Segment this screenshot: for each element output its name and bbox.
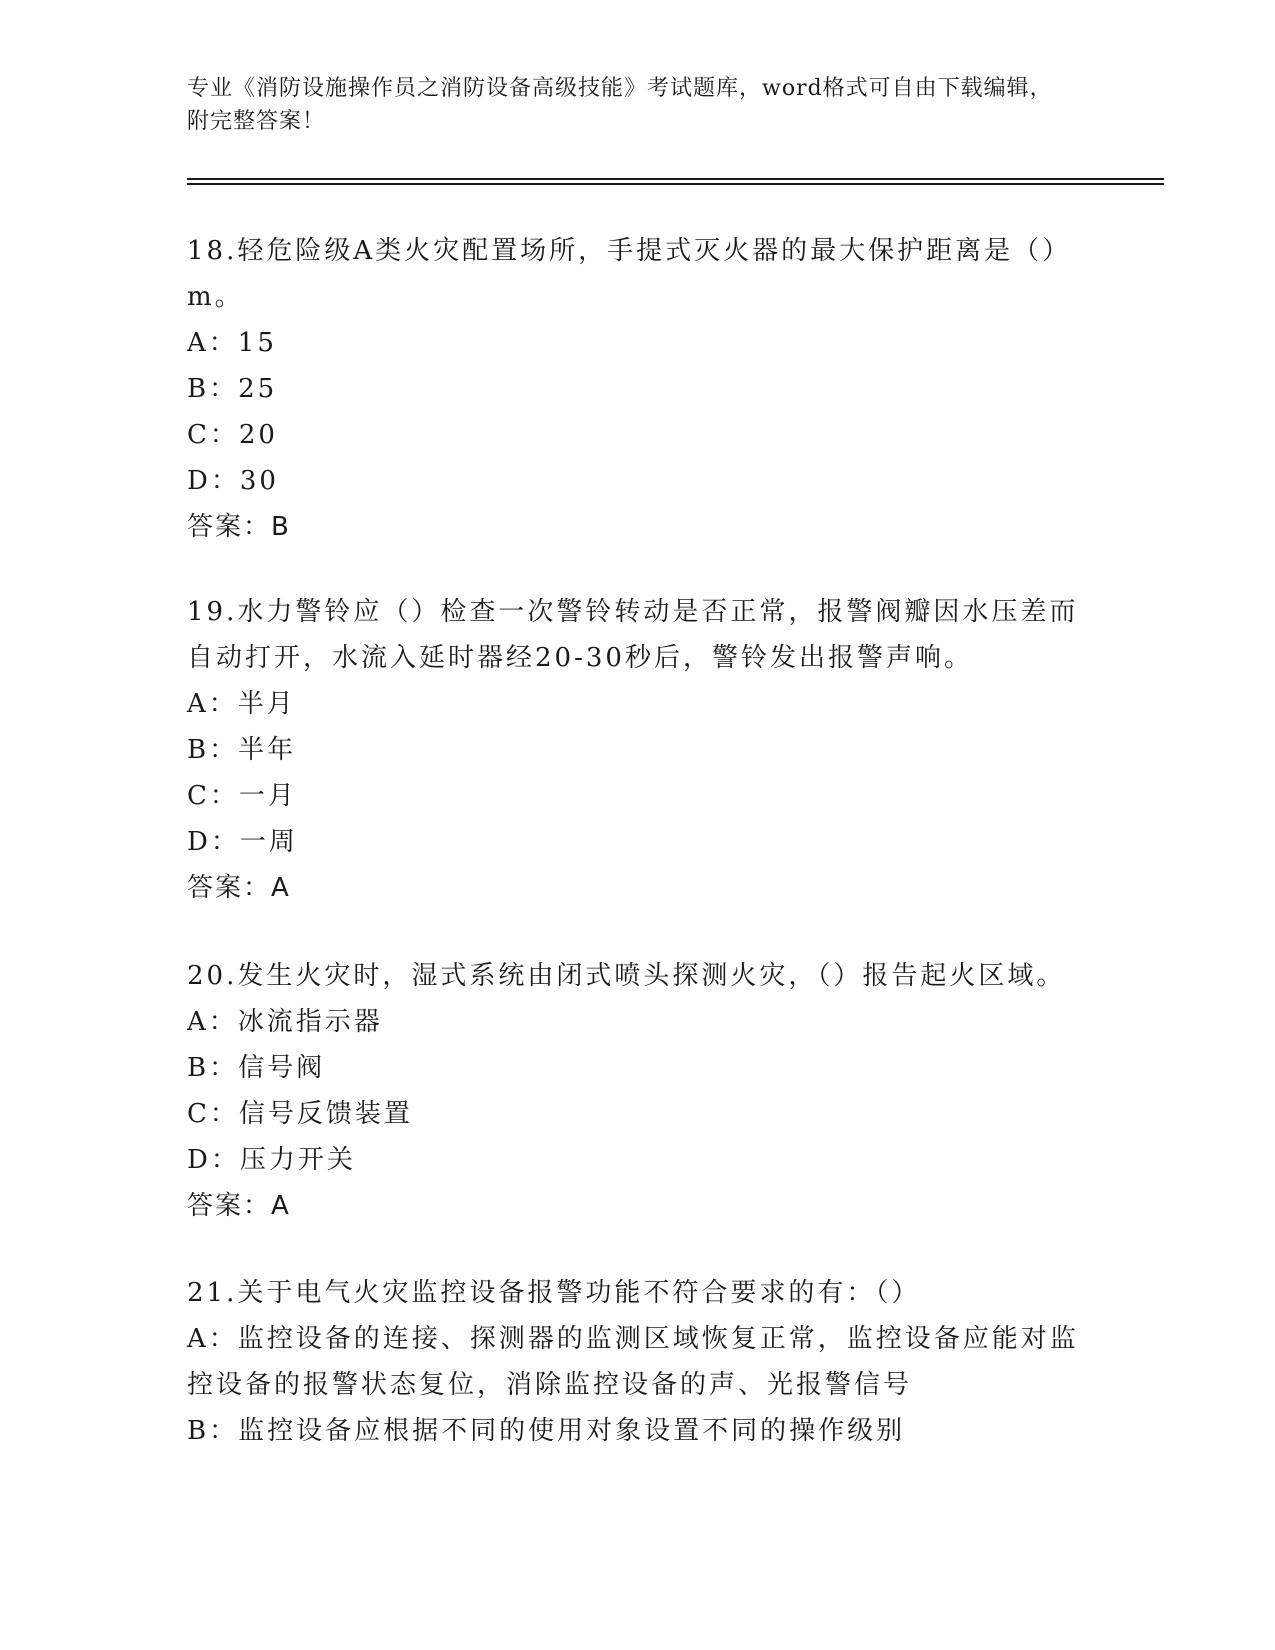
question-stem: 21.关于电气火灾监控设备报警功能不符合要求的有：（） xyxy=(187,1278,921,1308)
question-19 xyxy=(187,589,1077,911)
option-b: B：25 xyxy=(187,374,278,404)
question-18 xyxy=(187,228,1077,550)
question-stem: 18.轻危险级A类火灾配置场所，手提式灭火器的最大保护距离是（） xyxy=(187,236,1072,266)
option-a: A：冰流指示器 xyxy=(187,1007,383,1037)
question-stem: 20.发生火灾时，湿式系统由闭式喷头探测火灾，（）报告起火区域。 xyxy=(187,961,1066,991)
option-d: D：一周 xyxy=(187,827,298,857)
option-b: B：信号阀 xyxy=(187,1053,326,1083)
question-stem: 自动打开，水流入延时器经20-30秒后，警铃发出报警声响。 xyxy=(187,643,973,673)
option-a: A：15 xyxy=(187,328,277,358)
option-c: C：20 xyxy=(187,420,278,450)
document-header xyxy=(187,72,1072,138)
option-d: D：压力开关 xyxy=(187,1145,356,1175)
question-stem: 19.水力警铃应（）检查一次警铃转动是否正常，报警阀瓣因水压差而 xyxy=(187,597,1079,627)
option-a-continued: 控设备的报警状态复位，消除监控设备的声、光报警信号 xyxy=(187,1370,913,1400)
answer: 答案：B xyxy=(187,512,291,542)
header-divider-top xyxy=(187,178,1164,180)
question-stem: m。 xyxy=(187,282,244,312)
question-21 xyxy=(187,1270,1077,1454)
option-a: A：半月 xyxy=(187,689,296,719)
answer: 答案：A xyxy=(187,873,291,903)
option-b: B：半年 xyxy=(187,735,297,765)
header-divider-bottom xyxy=(187,183,1164,185)
header-text: 专业《消防设施操作员之消防设备高级技能》考试题库，word格式可自由下载编辑，附完整答案！ xyxy=(187,76,1053,134)
option-d: D：30 xyxy=(187,466,279,496)
option-c: C：一月 xyxy=(187,781,297,811)
option-a: A：监控设备的连接、探测器的监测区域恢复正常，监控设备应能对监 xyxy=(187,1324,1079,1354)
answer: 答案：A xyxy=(187,1191,291,1221)
question-20 xyxy=(187,953,1077,1229)
option-b: B：监控设备应根据不同的使用对象设置不同的操作级别 xyxy=(187,1416,906,1446)
option-c: C：信号反馈装置 xyxy=(187,1099,413,1129)
